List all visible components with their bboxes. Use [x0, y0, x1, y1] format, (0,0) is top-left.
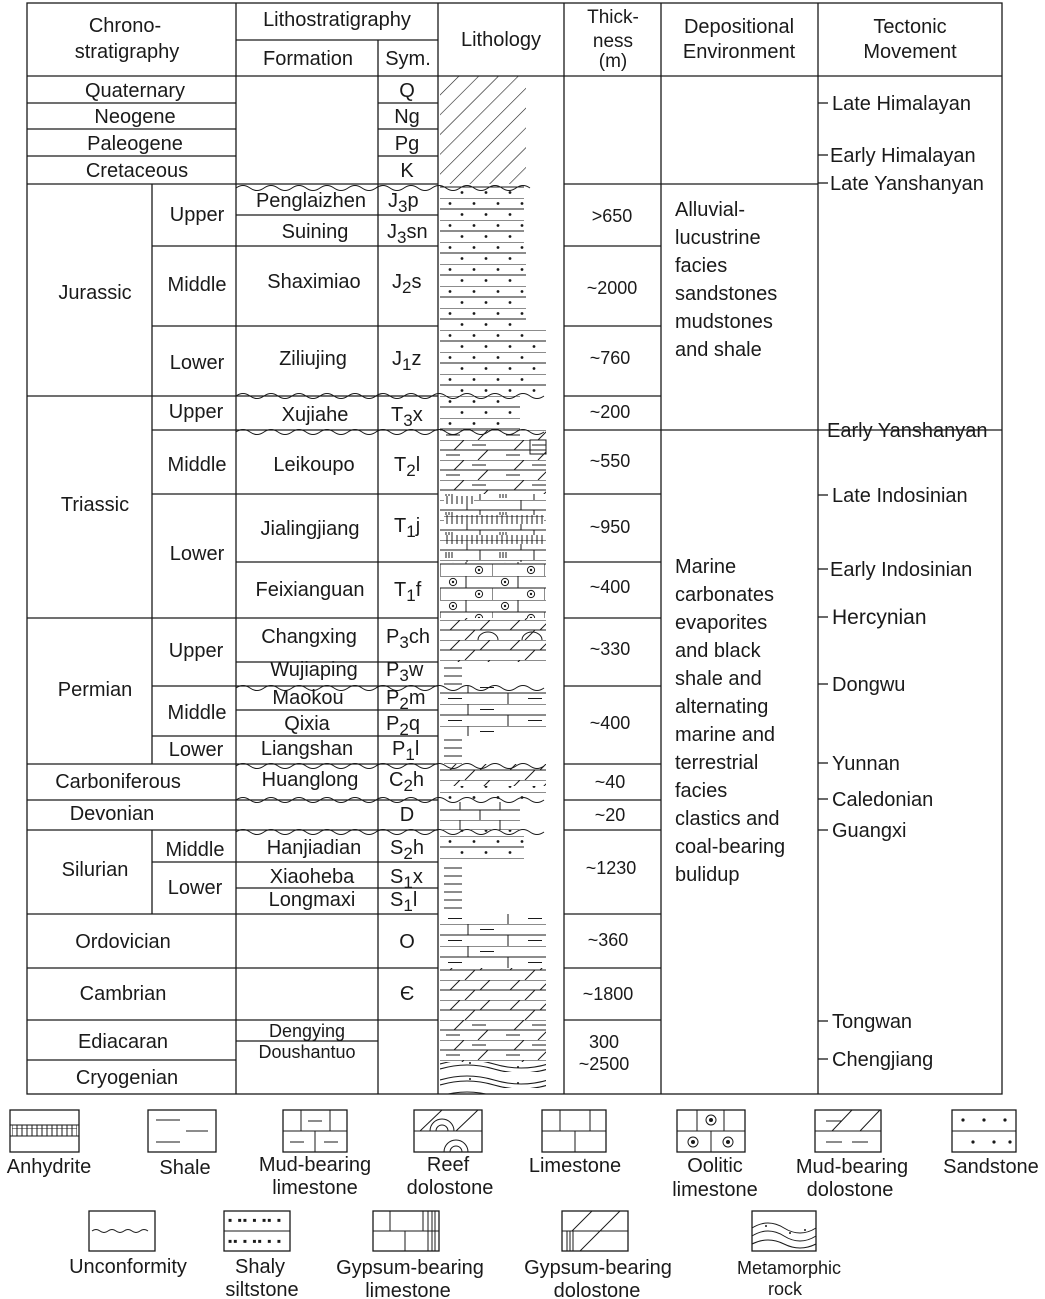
thickness-value: ~2500	[578, 1054, 630, 1074]
formation-longmaxi: Longmaxi	[268, 889, 356, 911]
tectonic-tongwan: Tongwan	[832, 1011, 913, 1033]
formation-ziliujing: Ziliujing	[279, 348, 347, 370]
legend-shaly-siltstone-label-2: siltstone	[225, 1279, 299, 1299]
legend	[7, 1110, 1039, 1299]
thickness-value: ~40	[594, 772, 626, 792]
tectonic-late-yanshanyan: Late Yanshanyan	[830, 173, 984, 195]
legend-limestone	[529, 1110, 621, 1177]
period-triassic: Triassic	[60, 494, 130, 516]
legend-oolitic-label-2: limestone	[672, 1179, 758, 1201]
thickness-values	[579, 206, 638, 1074]
symbol-pg: Pg	[394, 133, 420, 155]
legend-shaly-siltstone-label-1: Shaly	[234, 1256, 286, 1278]
header-chrono-2: stratigraphy	[74, 41, 180, 63]
epoch-permian-upper: Upper	[168, 640, 224, 662]
formation-shaximiao: Shaximiao	[267, 271, 361, 293]
legend-mud-limestone	[259, 1110, 371, 1199]
period-ediacaran: Ediacaran	[77, 1031, 169, 1053]
symbol-j3p: $J_3p$	[388, 190, 419, 216]
env-continental-line: sandstones	[675, 283, 778, 305]
header-lithostratigraphy: Lithostratigraphy	[263, 9, 411, 31]
formation-wujiaping: Wujiaping	[270, 659, 358, 681]
symbol-j1z: $J_1z$	[392, 348, 422, 374]
legend-shaly-siltstone	[224, 1211, 299, 1299]
period-carboniferous: Carboniferous	[55, 771, 181, 793]
symbol-t1f: $T_1f$	[394, 579, 422, 605]
thickness-value: ~200	[589, 402, 631, 422]
legend-gypsum-dolostone	[524, 1211, 672, 1299]
legend-sandstone-label: Sandstone	[943, 1156, 1039, 1178]
epoch-silurian-middle: Middle	[165, 839, 225, 861]
thickness-value: ~330	[589, 639, 631, 659]
epoch-triassic-upper: Upper	[168, 401, 224, 423]
tectonic-guangxi: Guangxi	[832, 820, 907, 842]
symbol-j3sn: $J_3sn$	[387, 221, 428, 247]
period-quaternary: Quaternary	[84, 80, 186, 102]
legend-oolitic-label-1: Oolitic	[687, 1155, 743, 1177]
formation-symbols	[386, 80, 430, 1005]
thickness-value: ~400	[589, 713, 631, 733]
epoch-jurassic-lower: Lower	[169, 352, 225, 374]
symbol-c2h: $C_2h$	[389, 769, 425, 795]
tectonic-late-himalayan: Late Himalayan	[832, 93, 971, 115]
thickness-value: ~1800	[582, 984, 634, 1004]
formation-jialingjiang: Jialingjiang	[260, 518, 360, 540]
thickness-value: ~760	[589, 348, 631, 368]
tectonic-late-indosinian: Late Indosinian	[832, 485, 968, 507]
formation-leikoupo: Leikoupo	[273, 454, 355, 476]
epoch-permian-middle: Middle	[167, 702, 227, 724]
legend-shale	[148, 1110, 216, 1179]
symbol-d: D	[399, 804, 415, 826]
legend-mud-dolostone	[796, 1110, 908, 1201]
legend-anhydrite	[7, 1110, 92, 1178]
epoch-triassic-lower: Lower	[169, 543, 225, 565]
legend-reef-dolostone-label-2: dolostone	[406, 1177, 494, 1199]
env-marine-line: alternating	[675, 696, 769, 718]
header-thickness-3: (m)	[598, 51, 628, 72]
symbol-t3x: $T_3x$	[391, 404, 423, 430]
legend-sandstone	[943, 1110, 1039, 1178]
legend-metamorphic-label-1: Metamorphic	[736, 1258, 842, 1278]
symbol-q: Q	[399, 80, 415, 102]
env-continental-line: mudstones	[675, 311, 773, 333]
tectonic-dongwu: Dongwu	[832, 674, 906, 696]
header-lithology: Lithology	[460, 29, 542, 51]
header-depositional-2: Environment	[682, 41, 796, 63]
symbol-s1x: $S_1x$	[390, 866, 423, 892]
legend-reef-dolostone	[407, 1110, 494, 1199]
period-devonian: Devonian	[69, 803, 155, 825]
legend-unconformity-label: Unconformity	[69, 1256, 187, 1278]
thickness-value: ~1230	[585, 858, 637, 878]
env-marine-line: and black	[675, 640, 761, 662]
env-marine-line: carbonates	[675, 584, 774, 606]
formation-maokou: Maokou	[272, 687, 344, 709]
tectonic-early-himalayan: Early Himalayan	[830, 145, 976, 167]
epoch-triassic-middle: Middle	[167, 454, 227, 476]
legend-oolitic-limestone	[672, 1110, 758, 1201]
symbol-o: O	[399, 931, 415, 953]
formation-xiaoheba: Xiaoheba	[269, 866, 355, 888]
legend-mud-dolostone-label-1: Mud-bearing	[795, 1156, 909, 1178]
formation-changxing: Changxing	[261, 626, 357, 648]
tectonic-yunnan: Yunnan	[832, 753, 900, 775]
thickness-value: ~2000	[586, 278, 638, 298]
thickness-value: ~20	[594, 805, 626, 825]
formation-qixia: Qixia	[284, 713, 330, 735]
periods	[55, 80, 188, 1089]
symbol-k: K	[400, 160, 414, 182]
tectonic-movements	[818, 93, 987, 1071]
symbol-p2q: $P_2q$	[386, 713, 420, 739]
symbol-p3ch: $P_3ch$	[386, 626, 430, 652]
formation-feixianguan: Feixianguan	[255, 579, 365, 601]
env-marine-line: facies	[675, 780, 728, 802]
header-thickness-2: ness	[592, 31, 634, 52]
thickness-value: >650	[591, 206, 633, 226]
formation-suining: Suining	[281, 221, 349, 243]
legend-metamorphic-rock	[737, 1211, 841, 1299]
period-ordovician: Ordovician	[75, 931, 171, 953]
env-marine-line: clastics and	[675, 808, 780, 830]
epoch-permian-lower: Lower	[168, 739, 224, 761]
header-chrono-1: Chrono-	[88, 15, 162, 37]
legend-unconformity	[69, 1211, 187, 1278]
tectonic-early-indosinian: Early Indosinian	[830, 559, 973, 581]
header-tectonic-2: Movement	[863, 41, 957, 63]
symbol-t1j: $T_1j$	[394, 515, 421, 541]
env-marine-line: bulidup	[675, 864, 740, 886]
legend-gypsum-dolostone-label-1: Gypsum-bearing	[524, 1257, 672, 1279]
period-cryogenian: Cryogenian	[75, 1067, 179, 1089]
env-continental-line: and shale	[675, 339, 762, 361]
header-thickness-1: Thick-	[587, 7, 639, 28]
legend-gypsum-limestone-label-2: limestone	[365, 1280, 451, 1299]
period-cretaceous: Cretaceous	[85, 160, 189, 182]
thickness-value: ~360	[587, 930, 629, 950]
epochs	[166, 204, 227, 899]
env-marine-line: terrestrial	[675, 752, 759, 774]
legend-shale-label: Shale	[159, 1157, 211, 1179]
formation-huanglong: Huanglong	[261, 769, 359, 791]
thickness-value: ~400	[589, 577, 631, 597]
symbol-cambrian: Є	[399, 983, 415, 1005]
legend-gypsum-dolostone-label-2: dolostone	[553, 1280, 641, 1299]
header-symbol: Sym.	[385, 48, 431, 70]
env-continental-line: Alluvial-	[675, 199, 746, 221]
env-marine-line: coal-bearing	[675, 836, 786, 858]
symbol-j2s: $J_2s$	[392, 271, 422, 297]
siltstone-glyph: ▪▪ ▪ ▪▪ ▪ ▪	[228, 1234, 283, 1248]
tectonic-chengjiang: Chengjiang	[832, 1049, 934, 1071]
symbol-t2l: $T_2l$	[394, 454, 421, 480]
env-continental-line: lucustrine	[675, 227, 761, 249]
period-cambrian: Cambrian	[79, 983, 167, 1005]
symbol-s2h: $S_2h$	[390, 837, 424, 863]
env-marine-line: Marine	[675, 556, 737, 578]
legend-mud-dolostone-label-2: dolostone	[806, 1179, 894, 1201]
thickness-value: ~550	[589, 451, 631, 471]
formation-xujiahe: Xujiahe	[281, 404, 349, 426]
table-header	[75, 7, 957, 72]
env-continental-line: facies	[675, 255, 728, 277]
legend-metamorphic-label-2: rock	[767, 1279, 803, 1299]
symbol-s1l: $S_1l$	[390, 889, 418, 915]
symbol-ng: Ng	[394, 106, 420, 128]
tectonic-caledonian: Caledonian	[832, 789, 934, 811]
thickness-value: 300	[588, 1032, 620, 1052]
siltstone-glyph: ▪ ▪▪ ▪ ▪▪ ▪	[228, 1213, 283, 1227]
legend-gypsum-limestone-label-1: Gypsum-bearing	[336, 1257, 484, 1279]
legend-reef-dolostone-label-1: Reef	[426, 1154, 470, 1176]
period-permian: Permian	[57, 679, 133, 701]
symbol-p3w: $P_3w$	[386, 659, 424, 685]
formation-doushantuo: Doushantuo	[258, 1042, 356, 1062]
thickness-value: ~950	[589, 517, 631, 537]
legend-mud-limestone-label-2: limestone	[272, 1177, 358, 1199]
legend-limestone-label: Limestone	[528, 1155, 622, 1177]
env-marine-line: marine and	[675, 724, 776, 746]
period-neogene: Neogene	[94, 106, 176, 128]
formation-dengying: Dengying	[268, 1021, 346, 1041]
header-tectonic-1: Tectonic	[873, 16, 947, 38]
formation-hanjiadian: Hanjiadian	[266, 837, 362, 859]
period-silurian: Silurian	[61, 859, 129, 881]
env-marine-line: shale and	[675, 668, 762, 690]
epoch-jurassic-middle: Middle	[167, 274, 227, 296]
formation-penglaizhen: Penglaizhen	[255, 190, 367, 212]
formations	[256, 190, 367, 1062]
period-jurassic: Jurassic	[58, 282, 132, 304]
legend-gypsum-limestone	[336, 1211, 484, 1299]
tectonic-hercynian: Hercynian	[832, 606, 927, 629]
env-marine-line: evaporites	[675, 612, 768, 634]
epoch-silurian-lower: Lower	[167, 877, 223, 899]
depositional-environment	[675, 199, 785, 886]
symbol-p1l: $P_1l$	[392, 738, 420, 764]
period-paleogene: Paleogene	[87, 133, 183, 155]
header-depositional-1: Depositional	[683, 16, 795, 38]
symbol-p2m: $P_2m$	[386, 687, 426, 713]
formation-liangshan: Liangshan	[260, 738, 354, 760]
legend-mud-limestone-label-1: Mud-bearing	[258, 1154, 372, 1176]
epoch-jurassic-upper: Upper	[169, 204, 225, 226]
legend-anhydrite-label: Anhydrite	[6, 1156, 92, 1178]
header-formation: Formation	[262, 48, 354, 70]
tectonic-early-yanshanyan: Early Yanshanyan	[827, 420, 988, 442]
